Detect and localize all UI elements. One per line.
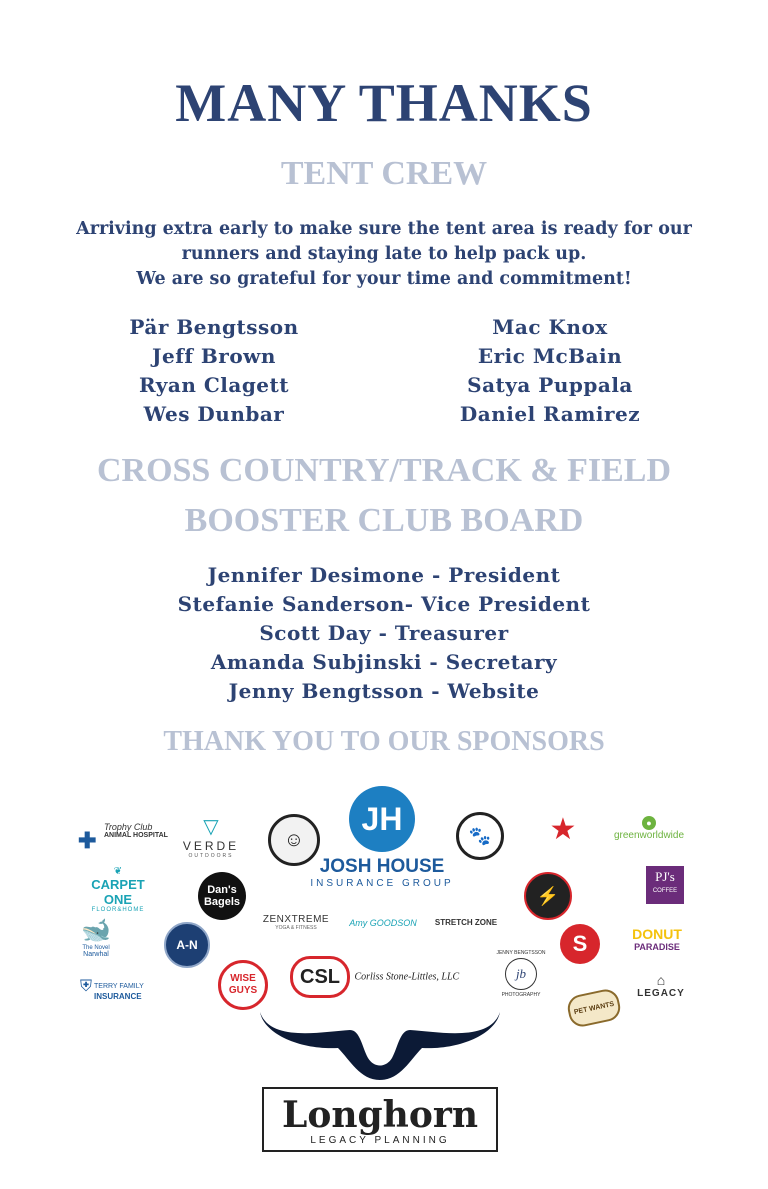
cross-icon: ✚	[78, 828, 97, 853]
globe-icon: ●	[642, 816, 656, 830]
legacy-logo: ⌂ LEGACY	[637, 972, 685, 999]
lightning-icon: ⚡	[536, 885, 560, 906]
shield-logo	[524, 872, 572, 920]
verde-v-icon: ▽	[203, 816, 219, 838]
page-title: MANY THANKS	[175, 73, 593, 133]
zenxtreme-logo: ZENXTREME YOGA & FITNESS	[262, 914, 330, 931]
tent-crew-heading: TENT CREW	[280, 155, 488, 192]
tree-icon: ⌂	[656, 972, 666, 988]
tent-crew-names-left	[64, 313, 364, 429]
board-member: Jenny Bengtsson - Website	[228, 679, 540, 703]
board-members	[0, 561, 768, 706]
board-heading-line: BOOSTER CLUB BOARD	[184, 502, 584, 539]
running-club-logo	[456, 812, 504, 860]
verde-logo: ▽ VERDE OUTDOORS	[176, 814, 246, 859]
greenworldwide-logo: ● greenworldwide	[613, 818, 685, 841]
tent-crew-intro	[0, 217, 768, 292]
crew-name: Eric McBain	[477, 344, 623, 368]
crew-name: Pär Bengtsson	[129, 315, 299, 339]
texas-star-icon: ★	[549, 813, 577, 846]
pet-wants-logo: PET WANTS	[565, 987, 623, 1029]
intro-line: runners and staying late to help pack up.	[181, 244, 587, 264]
portrait-icon: ☺	[283, 828, 305, 851]
pjs-coffee-logo: PJ's COFFEE	[646, 866, 684, 904]
s-mark-icon: S	[572, 931, 588, 956]
jenny-photography-logo: JENNY BENGTSSON jb PHOTOGRAPHY	[496, 950, 546, 998]
crew-name: Mac Knox	[492, 315, 608, 339]
crew-name: Daniel Ramirez	[459, 402, 641, 426]
novel-narwhal-logo: 🐋 The Novel Narwhal	[76, 916, 116, 958]
an-logo: A-N	[164, 922, 210, 968]
trophy-club-logo: ✚ Trophy Club ANIMAL HOSPITAL	[78, 822, 168, 853]
csl-logo: CSL Corliss Stone-Littles, LLC	[290, 956, 480, 998]
texas-agency-logo	[538, 812, 588, 847]
paw-icon: 🐾	[468, 825, 492, 846]
shield-icon: ⛨	[80, 978, 93, 995]
terry-family-logo: ⛨ TERRY FAMILY INSURANCE	[80, 978, 144, 1001]
board-member: Jennifer Desimone - President	[207, 563, 561, 587]
stretch-zone-logo: STRETCH ZONE	[434, 918, 498, 927]
sponsor-logos	[72, 780, 696, 1176]
josh-house-logo: JH JOSH HOUSE INSURANCE GROUP	[302, 786, 462, 889]
donut-paradise-logo: DONUT PARADISE	[632, 926, 682, 952]
board-member: Stefanie Sanderson- Vice President	[177, 592, 591, 616]
board-heading	[0, 446, 768, 546]
dans-bagels-logo: Dan's Bagels	[198, 872, 246, 920]
narwhal-icon: 🐋	[81, 917, 111, 944]
crew-name: Satya Puppala	[467, 373, 633, 397]
tent-crew-names-right	[400, 313, 700, 429]
crew-name: Ryan Clagett	[138, 373, 289, 397]
crew-name: Jeff Brown	[152, 344, 276, 368]
leaf-icon: ❦	[113, 866, 123, 877]
longhorn-icon	[250, 1002, 510, 1082]
sponsors-heading: THANK YOU TO OUR SPONSORS	[163, 726, 605, 757]
red-s-logo	[560, 924, 600, 964]
board-member: Scott Day - Treasurer	[259, 621, 509, 645]
intro-line: Arriving extra early to make sure the tent area is ready for our	[76, 219, 692, 239]
board-member: Amanda Subjinski - Secretary	[210, 650, 558, 674]
crew-name: Wes Dunbar	[143, 402, 285, 426]
carpet-one-logo: ❦ CARPET ONE FLOOR&HOME	[76, 866, 160, 913]
longhorn-logo: Longhorn LEGACY PLANNING	[250, 1002, 510, 1170]
intro-line: We are so grateful for your time and commitment!	[136, 269, 632, 289]
wise-guys-logo: WISE GUYS	[218, 960, 268, 1010]
board-heading-line: CROSS COUNTRY/TRACK & FIELD	[96, 452, 672, 489]
amy-goodson-logo: Amy GOODSON	[349, 918, 417, 928]
